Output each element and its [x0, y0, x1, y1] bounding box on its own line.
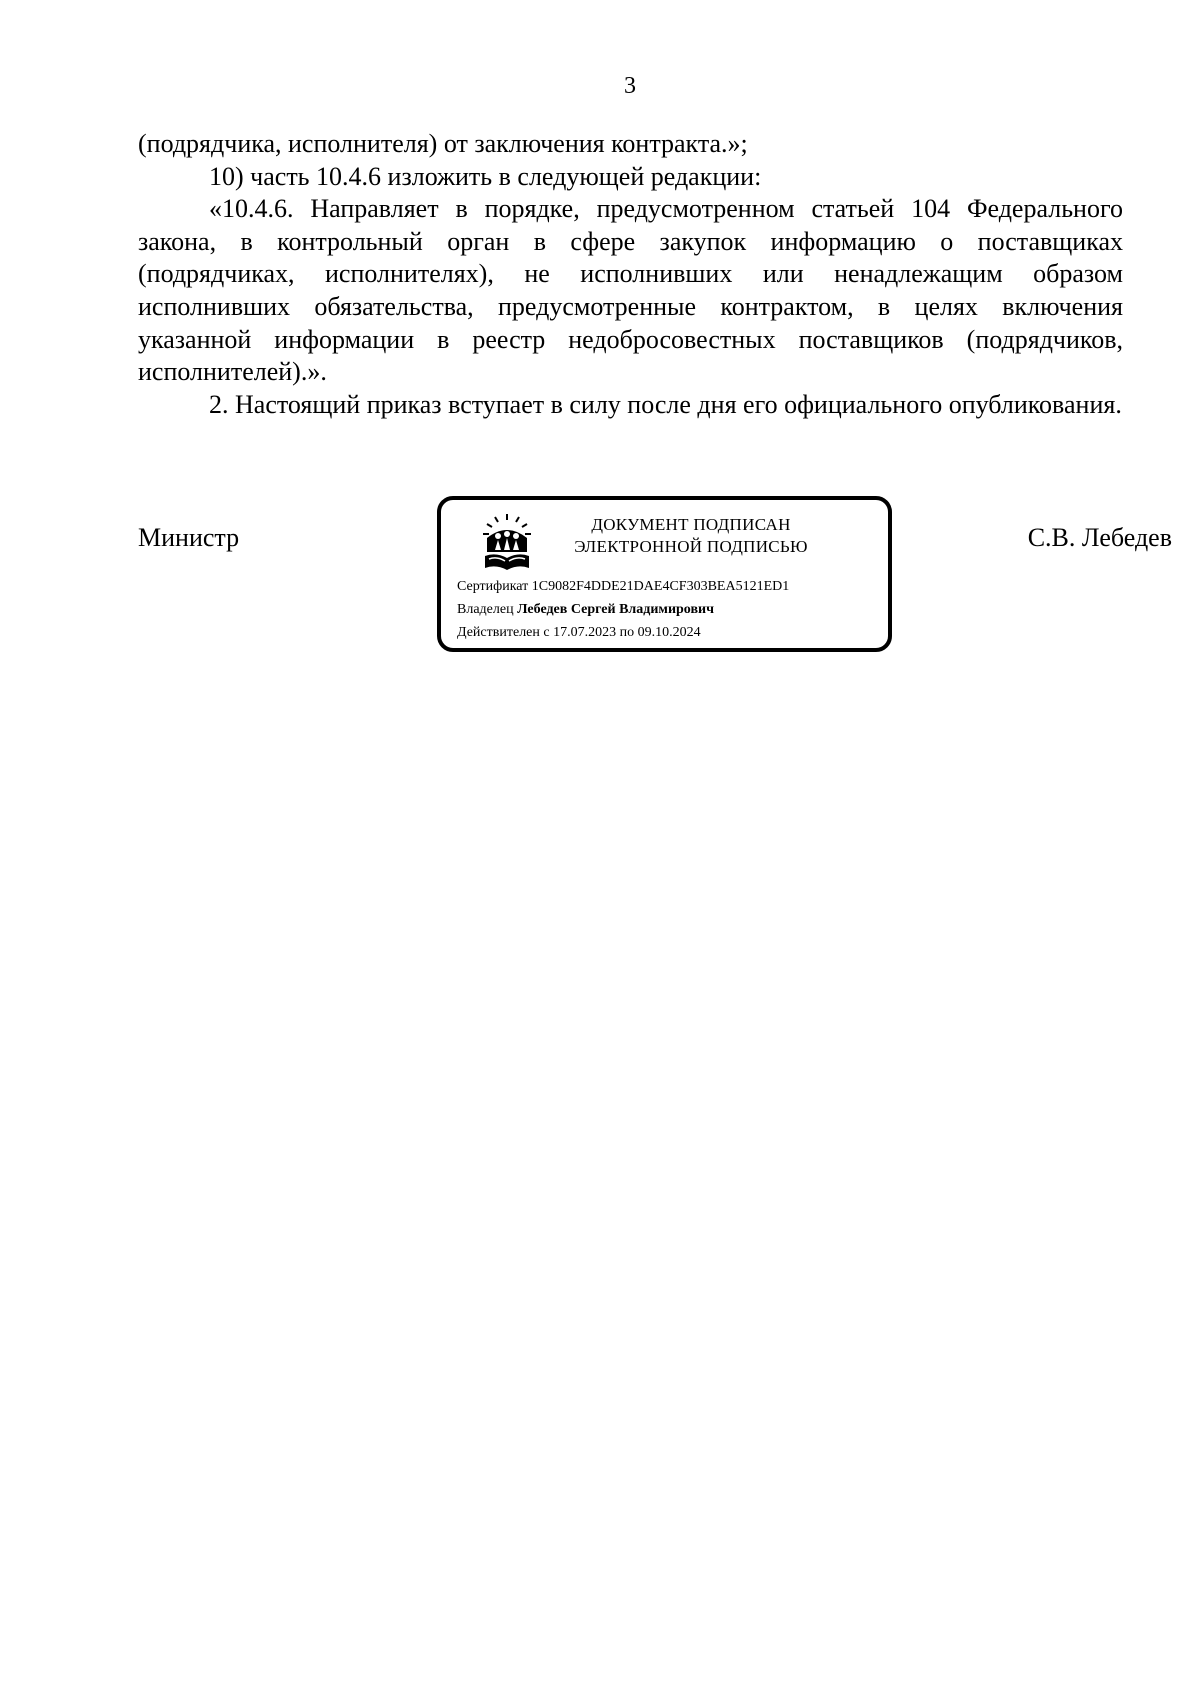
regional-coat-of-arms-icon	[481, 512, 533, 574]
electronic-signature-stamp	[437, 496, 892, 652]
paragraph-continuation: (подрядчика, исполнителя) от заключения контракта.»;	[138, 129, 748, 158]
paragraph-amendment-item-10: 10) часть 10.4.6 изложить в следующей редакции:	[209, 161, 762, 191]
valid-to-date: 09.10.2024	[637, 625, 701, 640]
valid-label: Действителен	[457, 625, 540, 640]
stamp-title-line-2: ЭЛЕКТРОННОЙ ПОДПИСЬЮ	[574, 537, 808, 556]
valid-from-label: с	[543, 625, 550, 640]
signature-position-label: Министр	[138, 523, 240, 552]
signer-name: С.В. Лебедев	[1027, 523, 1172, 552]
valid-to-label: по	[619, 625, 635, 640]
stamp-title-line-1: ДОКУМЕНТ ПОДПИСАН	[591, 515, 791, 534]
certificate-value: 1C9082F4DDE21DAE4CF303BEA5121ED1	[531, 579, 790, 594]
stamp-certificate-row	[457, 575, 789, 598]
stamp-certificate-info	[457, 575, 789, 644]
page-number: 3	[624, 73, 636, 99]
document-body	[138, 128, 1123, 421]
stamp-validity-row	[457, 621, 789, 644]
stamp-owner-row	[457, 598, 789, 621]
certificate-label: Сертификат	[457, 579, 529, 594]
paragraph-effective-date: 2. Настоящий приказ вступает в силу после дня его официального опубликования.	[209, 389, 1122, 419]
valid-from-date: 17.07.2023	[553, 625, 617, 640]
owner-value: Лебедев Сергей Владимирович	[517, 602, 714, 617]
stamp-title	[551, 514, 831, 558]
owner-label: Владелец	[457, 602, 514, 617]
paragraph-new-clause-10-4-6: «10.4.6. Направляет в порядке, предусмотренном статьей 104 Федерального закона, в контрольный орган в сфере закупок информацию о поставщиках (подрядчиках, исполнителях), не исполнивших или ненадлежащим образом исполнивших обязательства, предусмотренные контрактом, в целях включения указанной информации в реестр недобросовестных поставщиков (подрядчиков, исполнителей).».	[138, 194, 1123, 387]
